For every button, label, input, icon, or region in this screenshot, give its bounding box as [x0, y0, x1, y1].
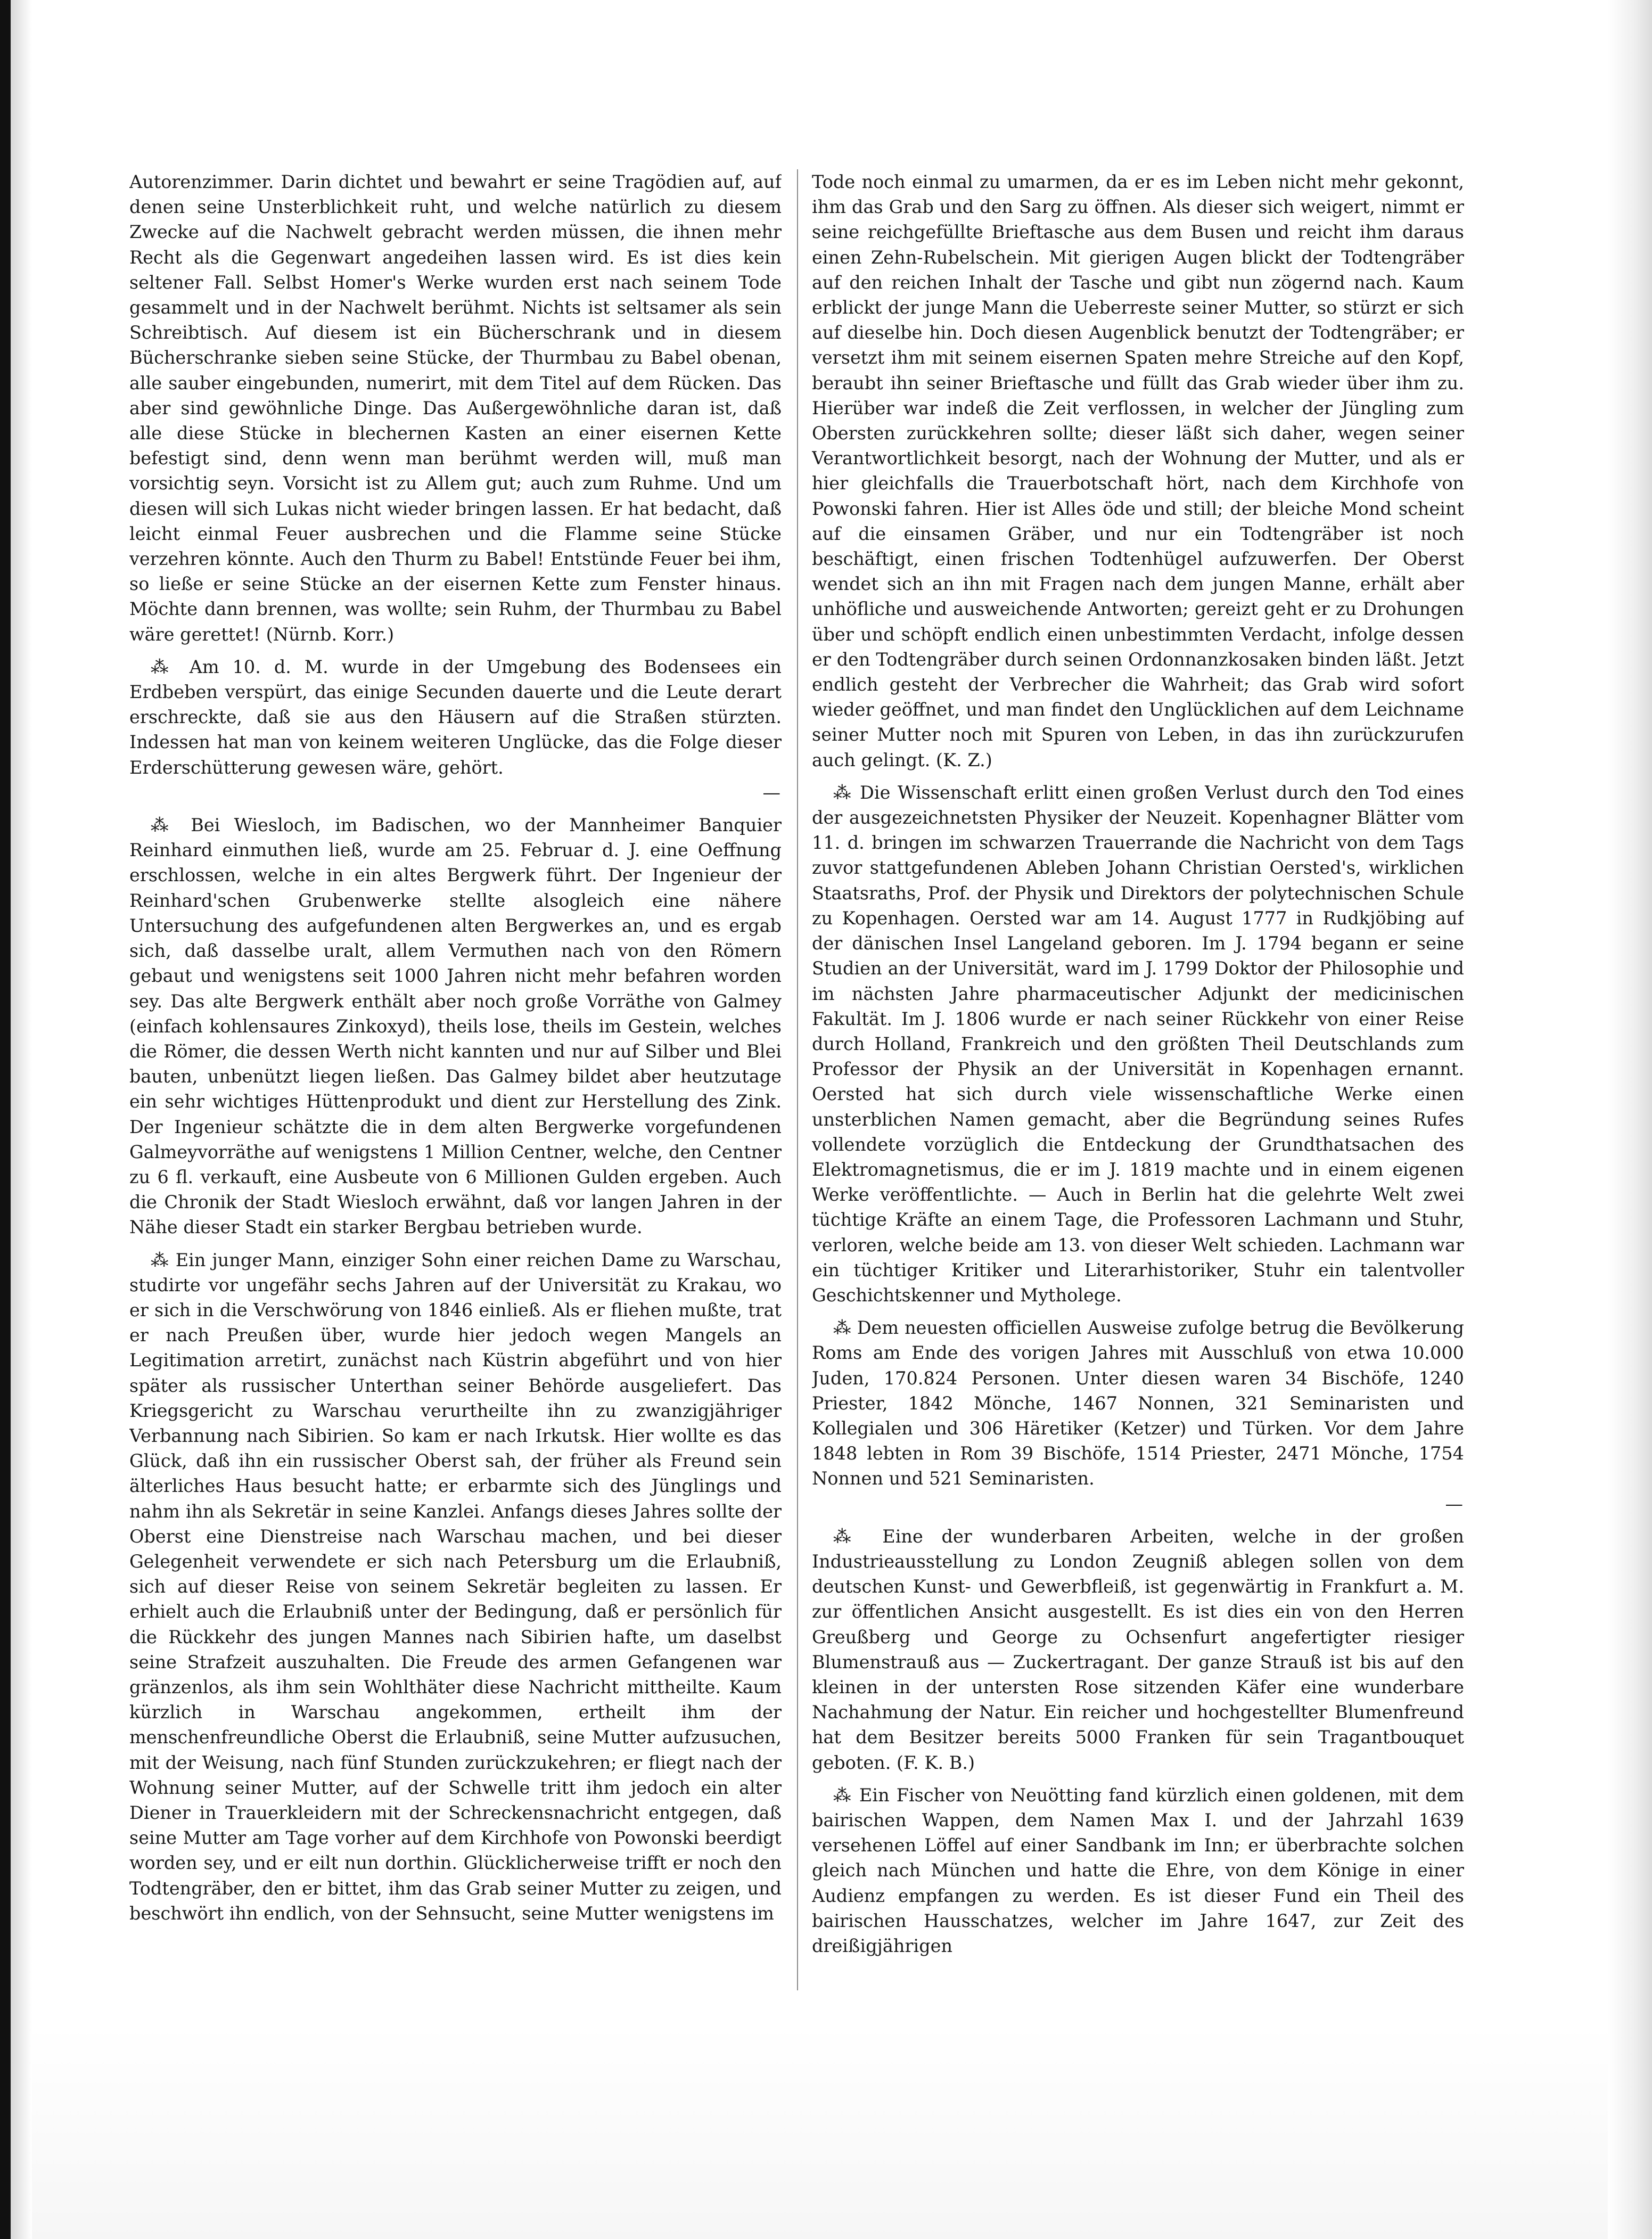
scan-gutter-left — [11, 0, 32, 2239]
article-paragraph: ⁂ Bei Wiesloch, im Badischen, wo der Mannheimer Banquier Reinhard einmuthen ließ, wurde am 25. Februar d. J. eine Oeffnung erschlossen, welche in ein altes Bergwerk führt. Der Ingenieur der Reinhard'schen Grubenwerke stellte alsogleich eine nähere Untersuchung des aufgefundenen alten Bergwerkes an, und es ergab sich, daß dasselbe uralt, allem Vermuthen nach von den Römern gebaut und wenigstens seit 1000 Jahren nicht mehr befahren worden sey. Das alte Bergwerk enthält aber noch große Vorräthe von Galmey (einfach kohlensaures Zinkoxyd), theils lose, theils im Gestein, welches die Römer, die dessen Werth nicht kannten und nur auf Silber und Blei bauten, unbenützt liegen ließen. Das Galmey bildet aber heutzutage ein sehr wichtiges Hüttenprodukt und dient zur Herstellung des Zink. Der Ingenieur schätzte die in dem alten Bergwerke vorgefundenen Galmeyvorräthe auf wenigstens 1 Million Centner, welche, den Centner zu 6 fl. verkauft, eine Ausbeute von 6 Millionen Gulden ergeben. Auch die Chronik der Stadt Wiesloch erwähnt, daß vor langen Jahren in der Nähe dieser Stadt ein starker Bergbau betrieben wurde. — [129, 815, 782, 1238]
section-end-mark: — — [1445, 1493, 1464, 1514]
column-divider — [797, 169, 798, 1990]
section-end-mark: — — [762, 782, 782, 803]
right-column — [812, 169, 1464, 1990]
article-paragraph: ⁂ Dem neuesten officiellen Ausweise zufolge betrug die Bevölkerung Roms am Ende des vorigen Jahres mit Ausschluß von etwa 10.000 Juden, 170.824 Personen. Unter diesen waren 34 Bischöfe, 1240 Priester, 1842 Mönche, 1467 Nonnen, 321 Seminaristen und Kollegialen und 306 Häretiker (Ketzer) und Türken. Vor dem Jahre 1848 lebten in Rom 39 Bischöfe, 1514 Priester, 2471 Mönche, 1754 Nonnen und 521 Seminaristen. — [812, 1317, 1464, 1489]
article-paragraph: ⁂ Ein Fischer von Neuötting fand kürzlich einen goldenen, mit dem bairischen Wappen, dem Namen Max I. und der Jahrzahl 1639 versehenen Löffel auf einer Sandbank im Inn; er überbrachte solchen gleich nach München und hatte die Ehre, von dem Könige in einer Audienz empfangen zu werden. Es ist dieser Fund ein Theil des bairischen Hausschatzes, welcher im Jahre 1647, zur Zeit des dreißigjährigen — [812, 1784, 1464, 1957]
scan-border-right — [1608, 0, 1652, 2239]
article-paragraph: ⁂ Am 10. d. M. wurde in der Umgebung des Bodensees ein Erdbeben verspürt, das einige Secunden dauerte und die Leute derart erschreckte, daß sie aus den Häusern auf die Straßen stürzten. Indessen hat man von keinem weiteren Unglücke, das die Folge dieser Erderschütterung gewesen wäre, gehört. — [129, 656, 782, 778]
article-paragraph: ⁂ Eine der wunderbaren Arbeiten, welche in der großen Industrieausstellung zu London Zeugniß ablegen sollen von dem deutschen Kunst- und Gewerbfleiß, ist gegenwärtig in Frankfurt a. M. zur öffentlichen Ansicht ausgestellt. Es ist dies ein von den Herren Greußberg und George zu Ochsenfurt angefertigter riesiger Blumenstrauß aus — Zuckertragant. Der ganze Strauß ist bis auf den kleinen in der untersten Rose sitzenden Käfer eine wunderbare Nachahmung der Natur. Ein reicher und hochgestellter Blumenfreund hat dem Besitzer bereits 5000 Franken für sein Tragantbouquet geboten. (F. K. B.) — [812, 1526, 1464, 1773]
article-paragraph: Tode noch einmal zu umarmen, da er es im Leben nicht mehr gekonnt, ihm das Grab und den Sarg zu öffnen. Als dieser sich weigert, nimmt er seine reichgefüllte Brieftasche aus dem Busen und reicht ihm daraus einen Zehn-Rubelschein. Mit gierigen Augen blickt der Todtengräber auf den reichen Inhalt der Tasche und gibt nun zögernd nach. Kaum erblickt der junge Mann die Ueberreste seiner Mutter, so stürzt er sich auf dieselbe hin. Doch diesen Augenblick benutzt der Todtengräber; er versetzt ihm mit seinem eisernen Spaten mehre Streiche auf den Kopf, beraubt ihn seiner Brieftasche und füllt das Grab wieder über ihm zu. Hierüber war indeß die Zeit verflossen, in welcher der Jüngling zum Obersten zurückkehren sollte; dieser läßt sich daher, wegen seiner Verantwortlichkeit besorgt, nach der Wohnung der Mutter, und als er hier gleichfalls die Trauerbotschaft hört, nach dem Kirchhofe von Powonski fahren. Hier ist Alles öde und still; der bleiche Mond scheint auf die einsamen Gräber, und nur ein Todtengräber ist noch beschäftigt, einen frischen Todtenhügel aufzuwerfen. Der Oberst wendet sich an ihn mit Fragen nach dem jungen Manne, erhält aber unhöfliche und ausweichende Antworten; gereizt geht er zu Drohungen über und schöpft endlich einen unbestimmten Verdacht, infolge dessen er den Todtengräber durch seinen Ordonnanzkosaken binden läßt. Jetzt endlich gesteht der Verbrecher die Wahrheit; das Grab wird sofort wieder geöffnet, und man findet den Unglücklichen auf dem Leichname seiner Mutter noch mit Spuren von Leben, in das ihn zurückzurufen auch gelingt. (K. Z.) — [812, 171, 1464, 770]
left-column — [129, 169, 782, 1990]
scan-border-left — [0, 0, 11, 2239]
scan-shading — [32, 2023, 1608, 2239]
article-paragraph: ⁂ Ein junger Mann, einziger Sohn einer reichen Dame zu Warschau, studirte vor ungefähr sechs Jahren auf der Universität zu Krakau, wo er sich in die Verschwörung von 1846 einließ. Als er fliehen mußte, trat er nach Preußen über, wurde hier jedoch wegen Mangels an Legitimation arretirt, zunächst nach Küstrin abgeführt und von hier später als russischer Unterthan seiner Behörde ausgeliefert. Das Kriegsgericht zu Warschau verurtheilte ihn zu zwanzigjähriger Verbannung nach Sibirien. So kam er nach Irkutsk. Hier wollte es das Glück, daß ihn ein russischer Oberst sah, der früher als Freund sein älterliches Haus besucht hatte; er erbarmte sich des Jünglings und nahm ihn als Sekretär in seine Kanzlei. Anfangs dieses Jahres sollte der Oberst eine Dienstreise nach Warschau machen, und bei dieser Gelegenheit verwendete er sich nach Petersburg um die Erlaubniß, sich auf dieser Reise von seinem Sekretär begleiten zu lassen. Er erhielt auch die Erlaubniß unter der Bedingung, daß er persönlich für die Rückkehr des jungen Mannes nach Sibirien hafte, um daselbst seine Strafzeit auszuhalten. Die Freude des armen Gefangenen war gränzenlos, als ihm sein Wohlthäter diese Nachricht mittheilte. Kaum kürzlich in Warschau angekommen, ertheilt ihm der menschenfreundliche Oberst die Erlaubniß, seine Mutter aufzusuchen, mit der Weisung, nach fünf Stunden zurückzukehren; er fliegt nach der Wohnung seiner Mutter, auf der Schwelle tritt ihm jedoch ein alter Diener in Trauerkleidern mit der Schreckensnachricht entgegen, daß seine Mutter am Tage vorher auf dem Kirchhofe von Powonski beerdigt worden sey, und er eilt nun dorthin. Glücklicherweise trifft er noch den Todtengräber, den er bittet, ihm das Grab seiner Mutter zu zeigen, und beschwört ihn endlich, von der Sehnsucht, seine Mutter wenigstens im — [129, 1249, 782, 1924]
article-paragraph: Autorenzimmer. Darin dichtet und bewahrt er seine Tragödien auf, auf denen seine Unsterblichkeit ruht, und welche natürlich zu diesem Zwecke auf die Nachwelt gebracht werden müssen, die ihnen mehr Recht als die Gegenwart angedeihen lassen wird. Es ist dies kein seltener Fall. Selbst Homer's Werke wurden erst nach seinem Tode gesammelt und in der Nachwelt berühmt. Nichts ist seltsamer als sein Schreibtisch. Auf diesem ist ein Bücherschrank und in diesem Bücherschranke sieben seine Stücke, der Thurmbau zu Babel obenan, alle sauber eingebunden, numerirt, mit dem Titel auf dem Rücken. Das aber sind gewöhnliche Dinge. Das Außergewöhnliche daran ist, daß alle diese Stücke in blechernen Kasten an einer eisernen Kette befestigt sind, denn wenn man berühmt werden will, muß man vorsichtig seyn. Vorsicht ist zu Allem gut; auch zum Ruhme. Und um diesen will sich Lukas nicht wieder bringen lassen. Er hat bedacht, daß leicht einmal Feuer ausbrechen und die Flamme seine Stücke verzehren könnte. Auch den Thurm zu Babel! Entstünde Feuer bei ihm, so ließe er seine Stücke an der eisernen Kette zum Fenster hinaus. Möchte dann brennen, was wollte; sein Ruhm, der Thurmbau zu Babel wäre gerettet! (Nürnb. Korr.) — [129, 171, 782, 645]
article-paragraph: ⁂ Die Wissenschaft erlitt einen großen Verlust durch den Tod eines der ausgezeichnetsten Physiker der Neuzeit. Kopenhagner Blätter vom 11. d. bringen im schwarzen Trauerrande die Nachricht von dem Tags zuvor stattgefundenen Ableben Johann Christian Oersted's, wirklichen Staatsraths, Prof. der Physik und Direktors der polytechnischen Schule zu Kopenhagen. Oersted war am 14. August 1777 in Rudkjöbing auf der dänischen Insel Langeland geboren. Im J. 1794 begann er seine Studien an der Universität, ward im J. 1799 Doktor der Philosophie und im nächsten Jahre pharmaceutischer Adjunkt der medicinischen Fakultät. Im J. 1806 wurde er nach seiner Rückkehr von einer Reise durch Holland, Frankreich und den größten Theil Deutschlands zum Professor der Physik an der Universität in Kopenhagen ernannt. Oersted hat sich durch viele wissenschaftliche Werke einen unsterblichen Namen gemacht, aber die Begründung seines Rufes vollendete vorzüglich die Entdeckung der Grundthatsachen des Elektromagnetismus, die er im J. 1819 machte und in einem eigenen Werke veröffentlichte. — Auch in Berlin hat die gelehrte Welt zwei tüchtige Kräfte an einem Tage, die Professoren Lachmann und Stuhr, verloren, welche beide am 13. von dieser Welt schieden. Lachmann war ein tüchtiger Kritiker und Literarhistoriker, Stuhr ein talentvoller Geschichtskenner und Mytholege. — [812, 782, 1464, 1306]
